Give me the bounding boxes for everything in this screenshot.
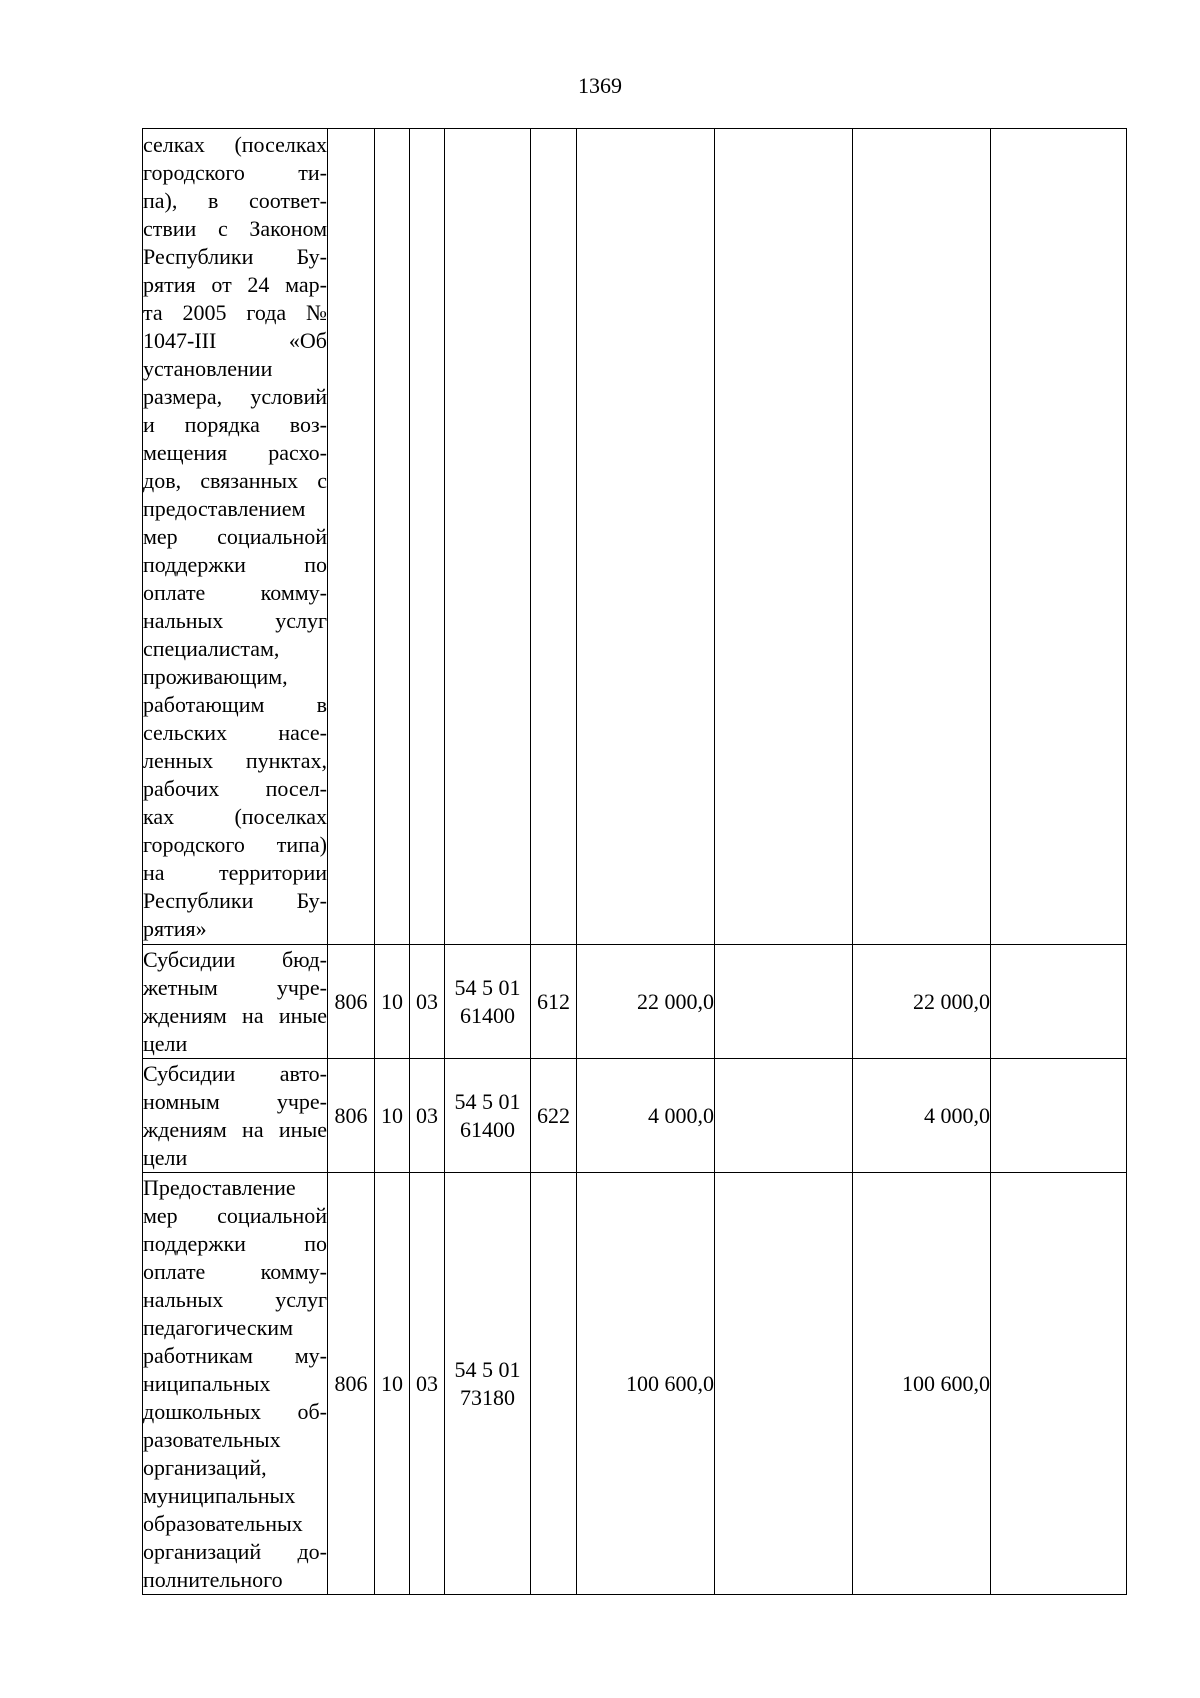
description-line: ках (поселках <box>143 803 327 829</box>
description-line: размера, условий <box>143 383 327 409</box>
description-line: нальных услуг <box>143 1286 327 1312</box>
description-line: селках (поселках <box>143 131 327 157</box>
page-number: 1369 <box>578 73 622 98</box>
description-line: Республики Бу- <box>143 243 327 269</box>
description-line: ленных пунктах, <box>143 747 327 773</box>
description-line: рятия» <box>143 915 207 941</box>
description-line: работникам му- <box>143 1342 327 1368</box>
description-line: разовательных <box>143 1426 281 1452</box>
expense-type-code: 612 <box>531 945 577 1059</box>
description-line: городского типа) <box>143 831 327 857</box>
description-line: мер социальной <box>143 1202 327 1228</box>
ministry-code: 806 <box>328 1059 375 1173</box>
description-line: на территории <box>143 859 327 885</box>
code-line: 61400 <box>460 1002 515 1028</box>
ministry-code <box>328 129 375 945</box>
description-line: па), в соответ- <box>143 187 327 213</box>
target-article-code <box>445 1059 531 1173</box>
description-line: установлении <box>143 355 273 381</box>
description-line: городского ти- <box>143 159 327 185</box>
description-line: проживающим, <box>143 663 288 689</box>
description-line: мещения расхо- <box>143 439 327 465</box>
code-line: 61400 <box>460 1116 515 1142</box>
description-line: цели <box>143 1144 188 1170</box>
description-line: 1047-III «Об <box>143 327 327 353</box>
description-line: жетным учре- <box>143 974 327 1000</box>
description-line: сельских насе- <box>143 719 327 745</box>
description-line: Субсидии авто- <box>143 1060 327 1086</box>
expense-type-code <box>531 129 577 945</box>
ministry-code: 806 <box>328 1173 375 1595</box>
description-line: ждениям на иные <box>143 1002 327 1028</box>
table-row <box>143 1059 1127 1173</box>
row-description <box>143 945 328 1059</box>
description-line: организаций, <box>143 1454 267 1480</box>
row-description <box>143 1059 328 1173</box>
description-line: ждениям на иные <box>143 1116 327 1142</box>
code-line: 54 5 01 <box>454 1356 521 1382</box>
description-line: ствии с Законом <box>143 215 327 241</box>
amount-cell: 22 000,0 <box>853 945 991 1059</box>
description-line: номным учре- <box>143 1088 327 1114</box>
section-code: 10 <box>375 945 410 1059</box>
description-line: Предоставление <box>143 1174 296 1200</box>
section-code: 10 <box>375 1059 410 1173</box>
description-line: дов, связанных с <box>143 467 327 493</box>
description-line: мер социальной <box>143 523 327 549</box>
amount-cell: 4 000,0 <box>853 1059 991 1173</box>
description-line: дошкольных об- <box>143 1398 327 1424</box>
description-line: та 2005 года № <box>143 299 327 325</box>
amount-cell: 22 000,0 <box>577 945 715 1059</box>
description-line: поддержки по <box>143 551 327 577</box>
description-line: полнительного <box>143 1566 283 1592</box>
description-line: работающим в <box>143 691 327 717</box>
section-code <box>375 129 410 945</box>
amount-cell <box>715 1173 853 1595</box>
subsection-code: 03 <box>410 1059 445 1173</box>
amount-cell <box>715 945 853 1059</box>
target-article-code <box>445 945 531 1059</box>
target-article-code <box>445 1173 531 1595</box>
amount-cell <box>991 945 1127 1059</box>
amount-cell <box>577 129 715 945</box>
amount-cell <box>853 129 991 945</box>
description-line: образовательных <box>143 1510 303 1536</box>
description-line: организаций до- <box>143 1538 327 1564</box>
description-line: поддержки по <box>143 1230 327 1256</box>
expense-type-code <box>531 1173 577 1595</box>
amount-cell <box>715 129 853 945</box>
code-line: 54 5 01 <box>454 974 521 1000</box>
budget-table <box>142 128 1127 1595</box>
table-body <box>143 129 1127 1595</box>
amount-cell <box>715 1059 853 1173</box>
description-line: Республики Бу- <box>143 887 327 913</box>
table-row <box>143 129 1127 945</box>
description-line: Субсидии бюд- <box>143 946 327 972</box>
row-description <box>143 129 328 945</box>
description-line: оплате комму- <box>143 1258 327 1284</box>
code-line: 54 5 01 <box>454 1088 521 1114</box>
target-article-code <box>445 129 531 945</box>
description-line: ниципальных <box>143 1370 271 1396</box>
row-description <box>143 1173 328 1595</box>
description-line: рятия от 24 мар- <box>143 271 327 297</box>
ministry-code: 806 <box>328 945 375 1059</box>
table-row <box>143 1173 1127 1595</box>
amount-cell: 100 600,0 <box>853 1173 991 1595</box>
section-code: 10 <box>375 1173 410 1595</box>
amount-cell <box>991 129 1127 945</box>
description-line: муниципальных <box>143 1482 296 1508</box>
description-line: рабочих посел- <box>143 775 327 801</box>
description-line: педагогическим <box>143 1314 294 1340</box>
subsection-code <box>410 129 445 945</box>
amount-cell <box>991 1173 1127 1595</box>
description-line: специалистам, <box>143 635 280 661</box>
subsection-code: 03 <box>410 1173 445 1595</box>
amount-cell: 100 600,0 <box>577 1173 715 1595</box>
amount-cell <box>991 1059 1127 1173</box>
description-line: цели <box>143 1030 188 1056</box>
subsection-code: 03 <box>410 945 445 1059</box>
description-line: и порядка воз- <box>143 411 327 437</box>
table-row <box>143 945 1127 1059</box>
description-line: оплате комму- <box>143 579 327 605</box>
description-line: нальных услуг <box>143 607 327 633</box>
amount-cell: 4 000,0 <box>577 1059 715 1173</box>
code-line: 73180 <box>460 1384 515 1410</box>
expense-type-code: 622 <box>531 1059 577 1173</box>
description-line: предоставлением <box>143 495 306 521</box>
